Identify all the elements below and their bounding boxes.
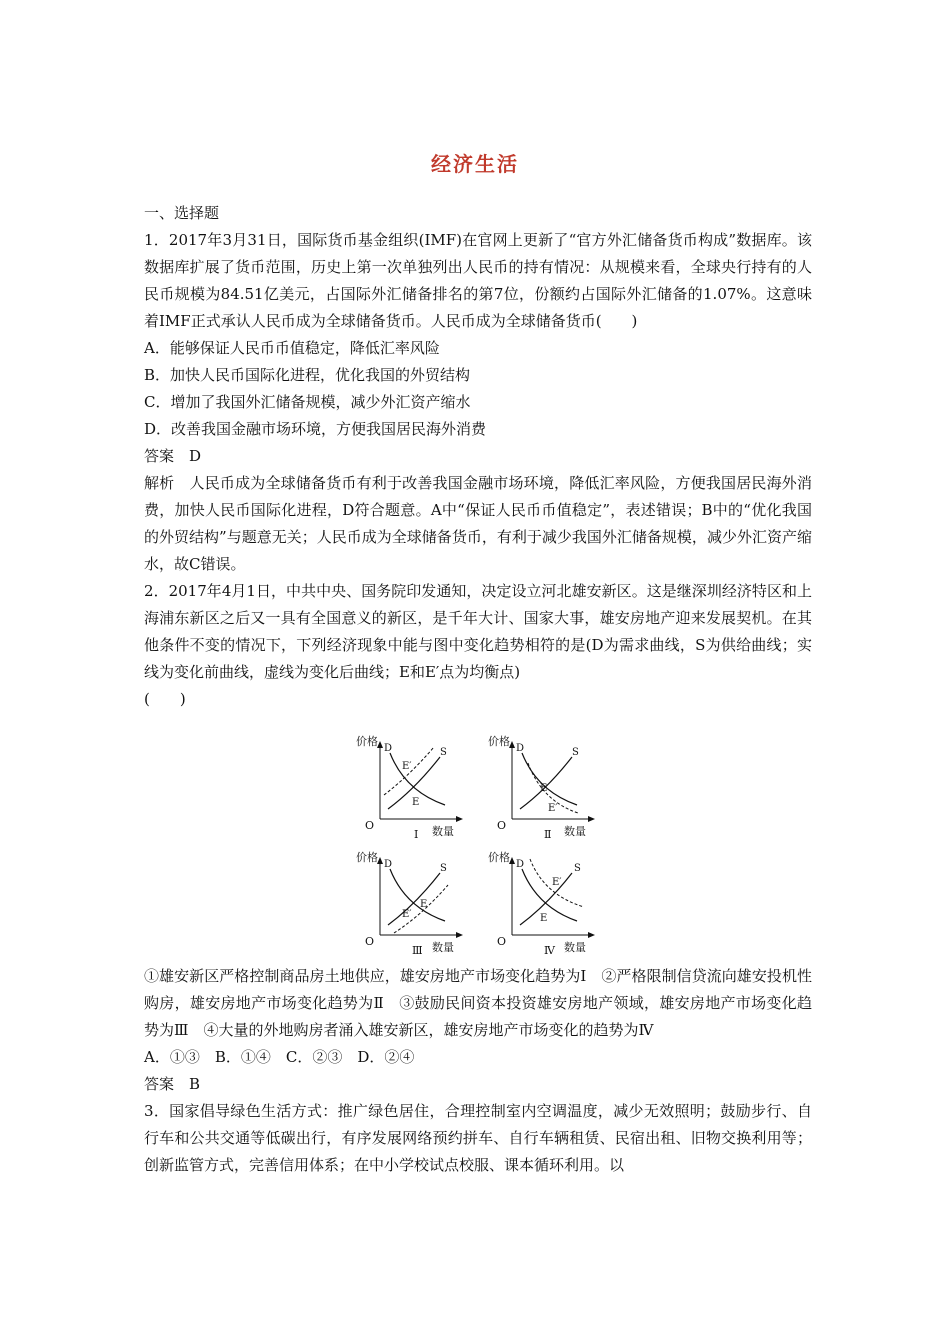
- price-label: 价格: [356, 851, 378, 864]
- demand-label: D: [384, 743, 393, 754]
- q3-stem: 3．国家倡导绿色生活方式：推广绿色居住，合理控制室内空调温度，减少无效照明；鼓励步行、自行车和公共交通等低碳出行，有序发展网络预约拼车、自行车辆租赁、民宿出租、旧物交换利用等；创新监管方式，完善信用体系；在中小学校试点校服、课本循环利用。以: [144, 1102, 812, 1174]
- panel-label: Ⅰ: [414, 828, 419, 841]
- quantity-label: 数量: [564, 941, 586, 954]
- eq-new-label: E′: [402, 761, 412, 772]
- eq-new-label: E′: [402, 909, 412, 920]
- document-body: [144, 200, 812, 1179]
- supply-label: S: [440, 747, 447, 758]
- q2-stem: 2．2017年4月1日，中共中央、国务院印发通知，决定设立河北雄安新区。这是继深圳经济特区和上海浦东新区之后又一具有全国意义的新区，是千年大计、国家大事，雄安房地产迎来发展契机。在其他条件不变的情况下，下列经济现象中能与图中变化趋势相符的是(D为需求曲线，S为供给曲线；实线为变化前曲线，虚线为变化后曲线；E和E′点为均衡点): [144, 582, 812, 681]
- origin-label: O: [497, 935, 507, 948]
- q2-answer: 答案 B: [144, 1075, 201, 1093]
- price-label: 价格: [356, 735, 378, 748]
- origin-label: O: [365, 935, 375, 948]
- page-title: 经济生活: [431, 152, 519, 176]
- q2-statements: ①雄安新区严格控制商品房土地供应，雄安房地产市场变化趋势为Ⅰ ②严格限制信贷流向雄安投机性购房，雄安房地产市场变化趋势为Ⅱ ③鼓励民间资本投资雄安房地产领域，雄安房地产市场变化趋势为Ⅲ ④大量的外地购房者涌入雄安新区，雄安房地产市场变化的趋势为Ⅳ: [144, 967, 812, 1039]
- eq-label: E: [540, 913, 548, 924]
- graph-panel-2: [482, 729, 622, 839]
- q1-option-c: C．增加了我国外汇储备规模，减少外汇资产缩水: [144, 393, 471, 411]
- eq-new-label: E′: [548, 803, 558, 814]
- q1-analysis: 解析 人民币成为全球储备货币有利于改善我国金融市场环境，降低汇率风险，方便我国居民海外消费，加快人民币国际化进程，D符合题意。A中“保证人民币币值稳定”，表述错误；B中的“优化我国的外贸结构”与题意无关；人民币成为全球储备货币，有利于减少我国外汇储备规模，减少外汇资产缩水，故C错误。: [144, 474, 812, 573]
- graph-panel-1: [350, 729, 490, 839]
- eq-new-label: E′: [552, 877, 562, 888]
- demand-label: D: [516, 859, 525, 870]
- q1-option-a: A．能够保证人民币币值稳定，降低汇率风险: [144, 339, 440, 357]
- supply-label: S: [574, 863, 581, 874]
- q1-stem: 1．2017年3月31日，国际货币基金组织(IMF)在官网上更新了“官方外汇储备货币构成”数据库。该数据库扩展了货币范围，历史上第一次单独列出人民币的持有情况：从规模来看，全球央行持有的人民币规模为84.51亿美元，占国际外汇储备排名的第7位，份额约占国际外汇储备的1.07%。这意味着IMF正式承认人民币成为全球储备货币。人民币成为全球储备货币( ): [144, 231, 812, 330]
- section-heading: 一、选择题: [144, 204, 220, 222]
- eq-label: E: [540, 783, 548, 794]
- q1-option-b: B．加快人民币国际化进程，优化我国的外贸结构: [144, 366, 471, 384]
- supply-label: S: [440, 863, 447, 874]
- quantity-label: 数量: [432, 941, 454, 954]
- graph-panel-3: [350, 845, 490, 955]
- eq-label: E: [412, 797, 420, 808]
- supply-label: S: [572, 747, 579, 758]
- origin-label: O: [365, 819, 375, 832]
- panel-label: Ⅳ: [544, 944, 555, 957]
- panel-label: Ⅱ: [544, 828, 552, 841]
- q1-option-d: D．改善我国金融市场环境，方便我国居民海外消费: [144, 420, 487, 438]
- graph-panel-4: [482, 845, 622, 955]
- price-label: 价格: [488, 735, 510, 748]
- eq-label: E: [420, 899, 428, 910]
- supply-demand-figures: [144, 719, 812, 959]
- q2-paren: ( ): [144, 690, 186, 708]
- panel-label: Ⅲ: [412, 944, 423, 957]
- q1-answer: 答案 D: [144, 447, 202, 465]
- quantity-label: 数量: [432, 825, 454, 838]
- demand-label: D: [384, 859, 393, 870]
- quantity-label: 数量: [564, 825, 586, 838]
- origin-label: O: [497, 819, 507, 832]
- q2-options: A．①③ B．①④ C．②③ D．②④: [144, 1048, 415, 1066]
- demand-label: D: [516, 743, 525, 754]
- price-label: 价格: [488, 851, 510, 864]
